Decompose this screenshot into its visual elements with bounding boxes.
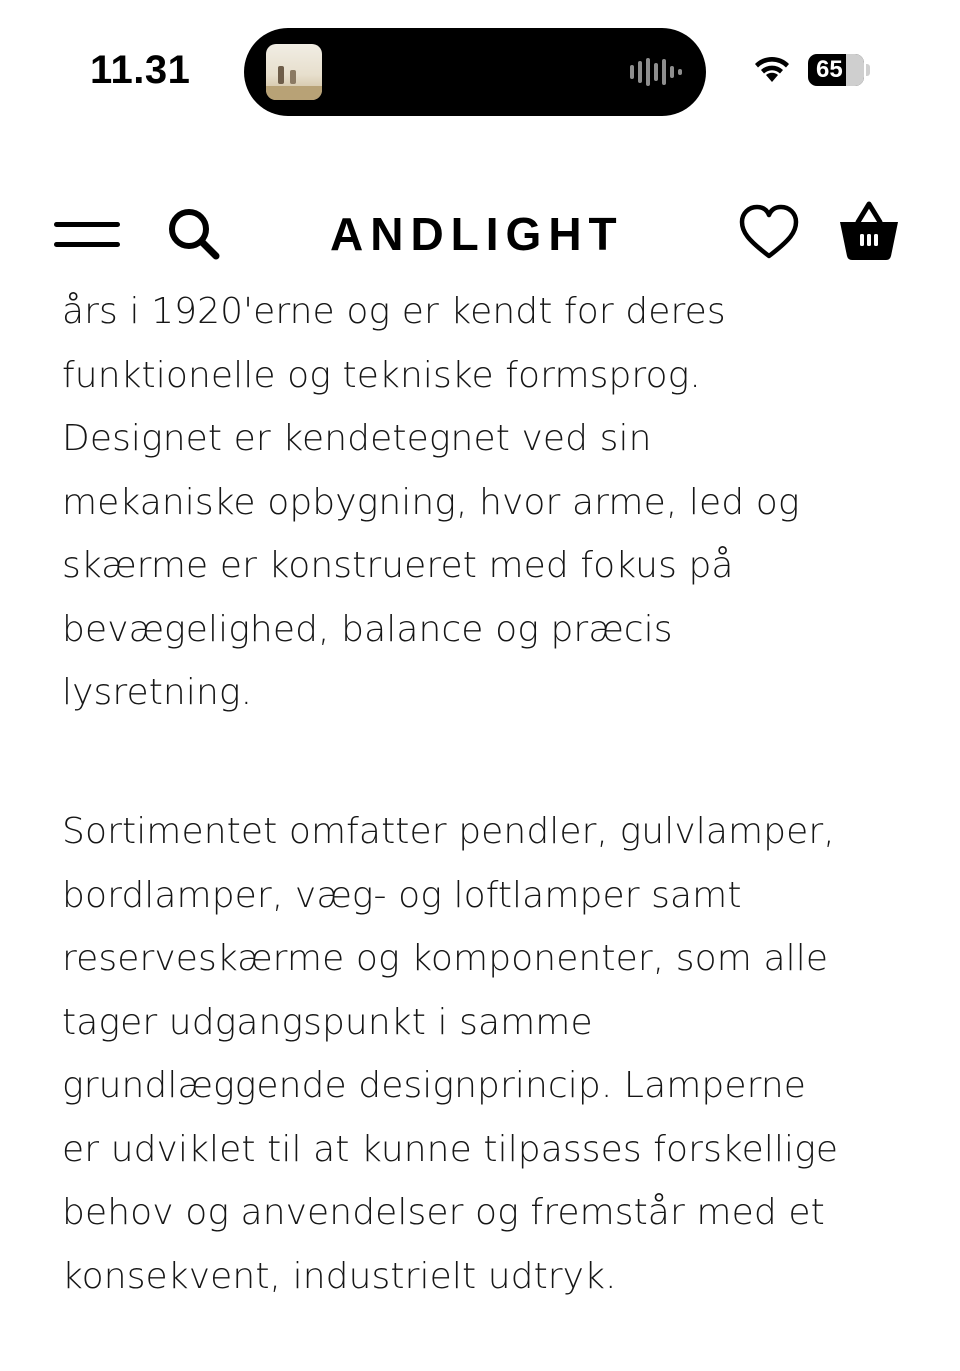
dynamic-island[interactable] [244,28,706,116]
album-art-icon[interactable] [266,44,322,100]
paragraph-line: Designet er kendetegnet ved sin [62,418,652,459]
site-header [0,180,960,290]
description-paragraph-2 [62,800,912,1308]
paragraph-line: funktionelle og tekniske formsprog. [62,354,701,396]
paragraph-line: er udviklet til at kunne tilpasses forskellige [62,1128,839,1170]
description-paragraph-1 [62,290,912,725]
search-icon[interactable] [166,206,222,262]
brand-logo[interactable]: ANDLIGHT [330,208,624,260]
heart-icon[interactable] [738,204,800,260]
hamburger-menu-icon[interactable] [54,216,122,252]
audio-waveform-icon [630,58,682,86]
paragraph-line: bordlamper, væg- og loftlamper samt [62,874,742,916]
paragraph-line: reserveskærme og komponenter, som alle [62,938,829,979]
basket-icon[interactable] [838,198,900,262]
battery-level: 65 [816,56,843,83]
paragraph-line: lysretning. [62,672,253,713]
status-bar [0,0,960,140]
paragraph-line: behov og anvendelser og fremstår med et [62,1192,825,1233]
paragraph-line: grundlæggende designprincip. Lamperne [62,1065,807,1106]
paragraph-line: tager udgangspunkt i samme [62,1001,593,1043]
paragraph-line: Sortimentet omfatter pendler, gulvlamper, [62,811,835,852]
wifi-icon [752,54,792,84]
battery-nub [866,64,870,76]
paragraph-line: skærme er konstrueret med fokus på [62,545,734,586]
paragraph-line: konsekvent, industrielt udtryk. [62,1255,617,1297]
paragraph-line: bevægelighed, balance og præcis [62,608,673,650]
description-content [0,290,960,1371]
battery-indicator [808,54,864,86]
paragraph-line: års i 1920'erne og er kendt for deres [62,291,726,332]
paragraph-line: mekaniske opbygning, hvor arme, led og [62,481,800,523]
status-time: 11.31 [90,48,191,92]
